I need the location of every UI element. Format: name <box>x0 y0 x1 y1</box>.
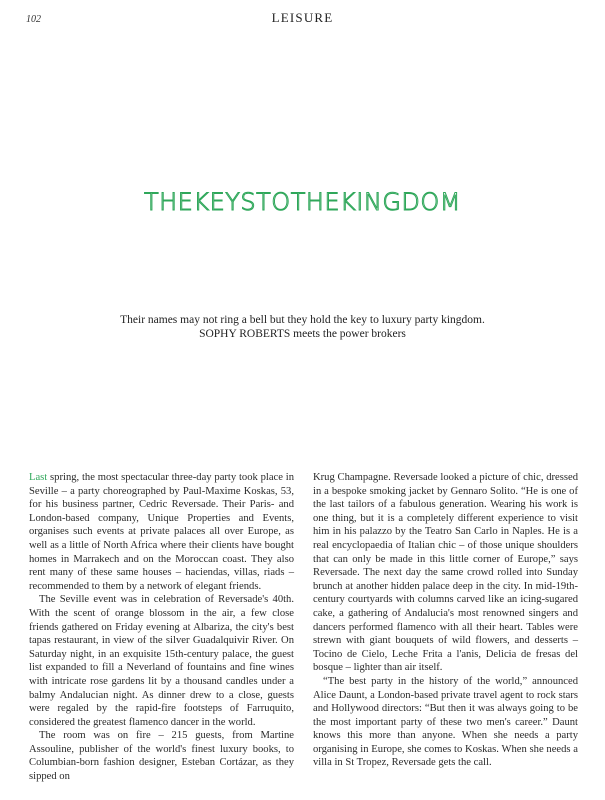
lead-word: Last <box>29 472 48 483</box>
standfirst-line-2: SOPHY ROBERTS meets the power brokers <box>199 328 406 340</box>
standfirst <box>0 313 605 341</box>
article-title: THEKEYSTOTHEKINGDOM <box>143 188 462 216</box>
body-paragraph: The room was on fire – 215 guests, from Martine Assouline, publisher of the world's finest luxury books, to Columbian-born fashion designer, Esteban Cortázar, as they sipped on <box>29 730 294 783</box>
body-paragraph <box>29 471 294 593</box>
body-paragraph: Krug Champagne. Reversade looked a picture of chic, dressed in a bespoke smoking jacket by Gennaro Solito. “He is one of the last tailors of a fabulous generation. Wearing his work is one thing, but it is a completely different experience to visit him in his palazzo by the Teatro San Carlo in Naples. He is a real encyclopaedia of Italian chic – of those unique shoulders that can only be made in this little corner of Europe,” says Reversade. The next day the same crowd rolled into Sunday brunch at another hidden palace deep in the city. In mid-19th-century courtyards with columns carved like an icing-sugared cake, a gathering of Andalucia's most renowned singers and dancers performed flamenco with all their heart. Tables were strewn with giant bouquets of wild flowers, and desserts – Tocino de Cielo, Leche Frita a l'anis, Delicia de fresas del bosque – lighter than air itself. <box>313 472 578 674</box>
section-label: LEISURE <box>271 10 334 25</box>
standfirst-line-1: Their names may not ring a bell but they hold the key to luxury party kingdom. <box>120 314 485 326</box>
body-column-right <box>313 471 578 770</box>
body-paragraph: The Seville event was in celebration of Reversade's 40th. With the scent of orange blossom in the air, a few close friends gathered on Friday evening at Albariza, the city's best tapas restaurant, in view of the silver Guadalquivir River. On Saturday night, in an exquisite 15th-century palace, the guest list expanded to fill a Neverland of fountains and fine wines with intricate rose gardens lit by a thousand candles under a balmy Andalucian night. As dinner drew to a close, guests were regaled by the rapid-fire footsteps of Farruquito, considered the greatest flamenco dancer in the world. <box>29 594 294 728</box>
paragraph-text: spring, the most spectacular three-day party took place in Seville – a party choreographed by Paul-Maxime Koskas, 53, for his business partner, Cedric Reversade. Their Paris- and London-based company, Unique Properties and Events, organises such events at private palaces all over Europe, as well as a little of North Africa where their clients have bought homes in Marrakech and on the Moroccan coast. They also rent many of these same houses – haciendas, villas, riads – recommended to them by a network of elegant friends. <box>29 472 294 592</box>
page-number: 102 <box>26 14 41 25</box>
body-paragraph: “The best party in the history of the world,” announced Alice Daunt, a London-based private travel agent to rock stars and Hollywood directors: “But then it was always going to be the most important party of these two men's career.” Daunt knows this more than anyone. When she needs a party organising in Europe, she comes to Koskas. When she needs a villa in St Tropez, Reversade gets the call. <box>313 675 578 769</box>
body-column-left <box>29 471 294 784</box>
